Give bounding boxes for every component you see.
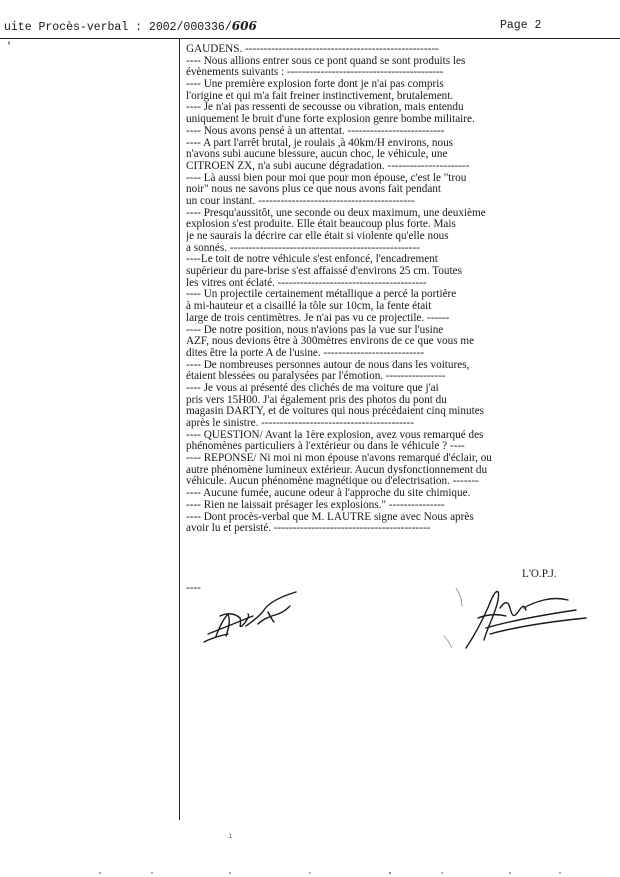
statement-line: supérieur du pare-brise s'est affaissé d'environs 25 cm. Toutes	[186, 266, 462, 278]
page-number: Page 2	[500, 19, 542, 32]
statement-line: ---- Un projectile certainement métallique a percé la portière	[186, 289, 457, 301]
statement-line: explosion s'est produite. Elle était beaucoup plus forte. Mais	[186, 219, 456, 231]
statement-line: ---- De notre position, nous n'avions pas la vue sur l'usine	[186, 324, 444, 336]
statement-line: ---- REPONSE/ Ni moi ni mon épouse n'avons remarqué d'éclair, ou	[186, 453, 492, 465]
officer-signature	[426, 578, 596, 658]
scan-specks	[90, 870, 590, 876]
margin-mark: '	[6, 42, 13, 53]
statement-line: n'avons subi aucune blessure, aucun choc, le véhicule, une	[186, 149, 448, 161]
statement-line: GAUDENS. ----------------------------------------------------	[186, 44, 439, 55]
statement-line: dites être la porte A de l'usine. ---------------------------	[186, 347, 425, 359]
statement-line: étaient blessées ou paralysées par l'émotion. ----------------	[186, 371, 446, 383]
statement-line: ---- Nous allions entrer sous ce pont quand se sont produits les	[186, 55, 466, 67]
statement-line: ---- Rien ne laissait présager les explosions." ---------------	[186, 499, 445, 511]
statement-line: autre phénomène lumineux extérieur. Aucun dysfonctionnement du	[186, 464, 488, 476]
statement-line: pris vers 15H00. J'ai également pris des photos du pont du	[186, 394, 447, 406]
statement-line: large de trois centimètres. Je n'ai pas vu ce projectile. ------	[186, 312, 450, 324]
statement-line: ---- Une première explosion forte dont je n'ai pas compris	[186, 79, 444, 91]
statement-line: un cour instant. ------------------------------------------	[186, 195, 415, 207]
statement-line: CITROEN ZX, n'a subi aucune dégradation. ----------------------	[186, 160, 470, 172]
officer-label: L'O.P.J.	[522, 568, 557, 580]
statement-line: ----Le toit de notre véhicule s'est enfoncé, l'encadrement	[186, 254, 438, 266]
statement-line: après le sinistre. -----------------------------------------	[186, 418, 414, 429]
statement-line: ---- Je vous ai présenté des clichés de ma voiture que j'ai	[186, 382, 439, 394]
statement-line: les vitres ont éclaté. ----------------------------------------	[186, 277, 427, 289]
statement-line: évènements suivants : ------------------------------------------	[186, 67, 444, 79]
statement-line: avoir lu et persisté. ------------------------------------------	[186, 523, 431, 535]
statement-line: uniquement le bruit d'une forte explosion genre bombe militaire.	[186, 114, 475, 126]
statement-line: ---- De nombreuses personnes autour de nous dans les voitures,	[186, 359, 470, 371]
pv-reference	[4, 18, 257, 36]
handwritten-page-number: 606	[231, 19, 257, 33]
statement-line: à mi-hauteur et a cisaillé la tôle sur 10cm, la fente était	[186, 301, 432, 313]
statement-line: noir" nous ne savons plus ce que nous avons fait pendant	[186, 184, 441, 196]
statement-line: ---- QUESTION/ Avant la 1ère explosion, avez vous remarqué des	[186, 429, 484, 441]
margin-rule	[179, 38, 180, 820]
statement-line: a sonnés. ---------------------------------------------------	[186, 242, 420, 254]
statement-line: phénomènes particuliers à l'extérieur ou dans le véhicule ? ----	[186, 441, 465, 453]
statement-line: ---- Nous avons pensé à un attentat. --------------------------	[186, 125, 445, 137]
statement-line: ---- Là aussi bien pour moi que pour mon épouse, c'est le "trou	[186, 172, 467, 184]
statement-line: véhicule. Aucun phénomène magnétique ou d'electrisation. -------	[186, 476, 479, 488]
header-rule	[0, 38, 620, 39]
trailing-dashes: ----	[186, 582, 201, 594]
statement-line: ---- A part l'arrêt brutal, je roulais ,à 40km/H environs, nous	[186, 137, 454, 149]
statement-line: ---- Aucune fumée, aucune odeur à l'approche du site chimique.	[186, 488, 471, 500]
statement-line: ---- Presqu'aussitôt, une seconde ou deux maximum, une deuxième	[186, 207, 486, 219]
statement-body	[186, 44, 586, 535]
scan-mark: ı	[228, 832, 233, 841]
statement-line: magasin DARTY, et de voitures qui nous précédaient cinq minutes	[186, 406, 485, 418]
witness-signature	[198, 586, 318, 646]
statement-line: ---- Dont procès-verbal que M. LAUTRE signe avec Nous après	[186, 511, 474, 523]
pv-reference-text: uite Procès-verbal : 2002/000336/	[4, 21, 232, 34]
statement-line: l'origine et qui m'a fait freiner instinctivement, brutalement.	[186, 90, 454, 102]
statement-line: AZF, nous devions être à 300mètres environs de ce que vous me	[186, 336, 475, 348]
statement-line: je ne saurais la décrire car elle était si violente qu'elle nous	[186, 231, 449, 242]
page-header	[4, 18, 614, 34]
statement-line: ---- Je n'ai pas ressenti de secousse ou vibration, mais entendu	[186, 102, 464, 114]
